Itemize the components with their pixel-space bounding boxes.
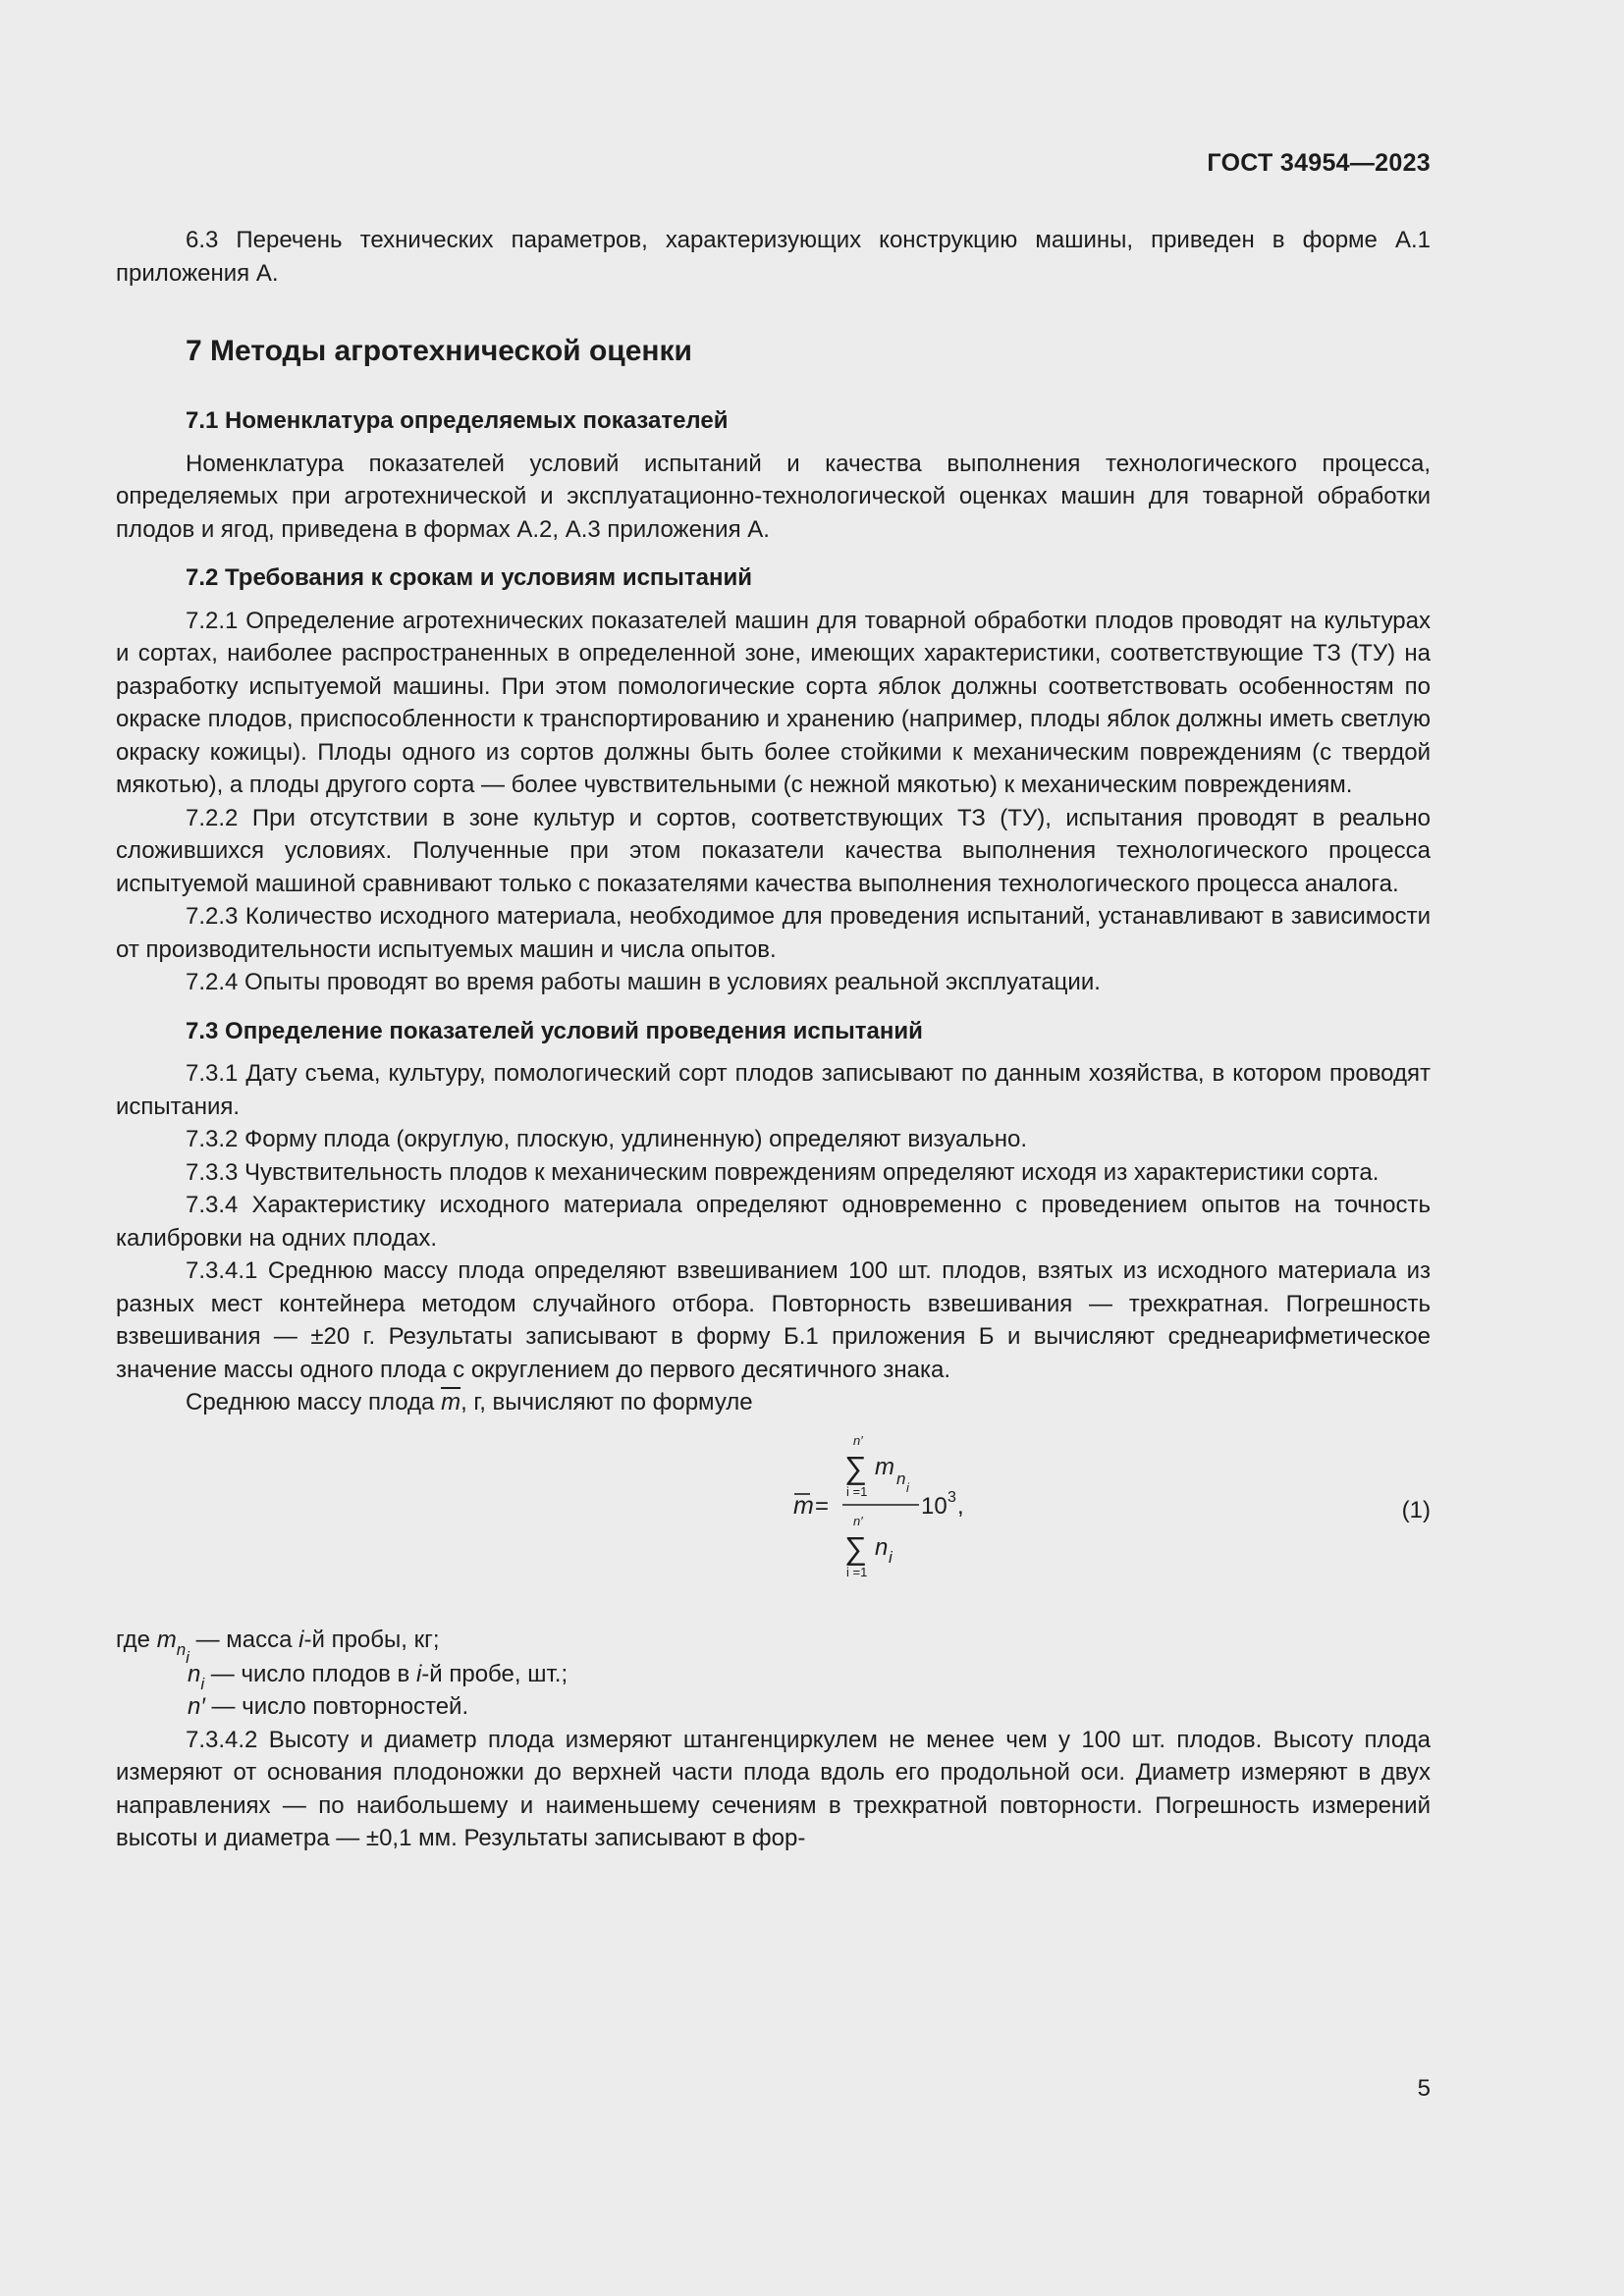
paragraph-7-3-1: 7.3.1 Дату съема, культуру, помологический сорт плодов записывают по данным хозяйства, в котором проводят испытания. [116, 1060, 1431, 1120]
definition-n-text-a: — число плодов в [204, 1660, 416, 1687]
paragraph-7-2-4: 7.2.4 Опыты проводят во время работы машин в условиях реальной эксплуатации. [186, 969, 1101, 995]
definition-m-subsub: i [186, 1647, 189, 1667]
paragraph-7-1: Номенклатура показателей условий испытаний и качества выполнения технологического процесса, определяемых при агротехнической и эксплуатационно-технологической оценках машин для товарной обработки плодов и ягод, приведена в формах А.2, А.3 приложения А. [116, 450, 1431, 543]
paragraph-7-2-2: 7.2.2 При отсутствии в зоне культур и сортов, соответствующих ТЗ (ТУ), испытания проводят в реально сложившихся условиях. Полученные при этом показатели качества выполнения технологического процесса испытуемой машиной сравнивают только с показателями качества выполнения технологического процесса аналога. [116, 804, 1431, 897]
definition-n-i: i [415, 1660, 422, 1687]
formula-factor-exponent: 3 [947, 1488, 956, 1506]
formula-den-sum-upper: n′ [853, 1513, 863, 1528]
formula-num-sub: n [896, 1468, 906, 1488]
definition-m-var: m [156, 1626, 177, 1653]
paragraph-7-3-3: 7.3.3 Чувствительность плодов к механическим повреждениям определяют исходя из характеристики сорта. [186, 1158, 1380, 1186]
formula-intro [116, 1386, 1431, 1419]
definition-n [116, 1658, 1431, 1691]
paragraph-7-3-4: 7.3.4 Характеристику исходного материала определяют одновременно с проведением опытов на точность калибровки на одних плодах. [116, 1192, 1431, 1252]
formula-intro-text-end: , г, вычисляют по формуле [460, 1389, 753, 1415]
formula-factor: 10 [921, 1492, 947, 1520]
definition-m-sub: n [176, 1639, 187, 1659]
formula-den-var: n [875, 1533, 889, 1561]
definition-m-text-b: -й пробы, кг; [303, 1626, 440, 1653]
definition-n-prime-var: n′ [188, 1693, 205, 1720]
paragraph-7-3-4-1: 7.3.4.1 Среднюю массу плода определяют взвешиванием 100 шт. плодов, взятых из исходного материала из разных мест контейнера методом случайного отбора. Повторность взвешивания — трехкратная. Погрешность взвешивания — ±20 г. Результаты записывают в форму Б.1 приложения Б и вычисляют среднеарифметическое значение массы одного плода с округлением до первого десятичного знака. [116, 1257, 1431, 1383]
paragraph-7-2-3: 7.2.3 Количество исходного материала, необходимое для проведения испытаний, устанавливают в зависимости от производительности испытуемых машин и числа опытов. [116, 903, 1431, 963]
subsection-heading-7-3: 7.3 Определение показателей условий проведения испытаний [186, 1017, 923, 1044]
subsection-heading-7-2: 7.2 Требования к срокам и условиям испытаний [186, 564, 753, 591]
document-id: ГОСТ 34954—2023 [1207, 149, 1431, 177]
formula-equals: = [815, 1492, 830, 1520]
formula-number: (1) [1401, 1496, 1431, 1523]
subsection-heading-7-1: 7.1 Номенклатура определяемых показателей [186, 407, 729, 434]
definition-n-var: n [188, 1660, 201, 1687]
formula-num-var: m [875, 1453, 894, 1480]
definition-m-i: i [298, 1626, 304, 1653]
formula-intro-text: Среднюю массу плода [186, 1389, 442, 1415]
definition-n-prime [116, 1690, 1431, 1724]
formula-num-sum-lower: i =1 [846, 1483, 868, 1499]
definition-m [116, 1624, 1431, 1667]
formula-trailing-comma: , [957, 1492, 964, 1520]
page-number: 5 [1417, 2075, 1431, 2102]
definition-m-text-a: — масса [189, 1626, 299, 1653]
formula-den-sigma: ∑ [844, 1529, 867, 1566]
definition-n-text-b: -й пробе, шт.; [421, 1660, 568, 1687]
formula-num-sigma: ∑ [844, 1449, 867, 1485]
definition-n-sub: i [200, 1674, 205, 1693]
formula-lhs: m [793, 1491, 814, 1520]
formula-num-sum-upper: n′ [853, 1432, 863, 1448]
formula-den-sub: i [889, 1547, 893, 1567]
formula-den-sum-lower: i =1 [846, 1564, 868, 1579]
formula-intro-variable: $\overline{m}$ [441, 1389, 461, 1415]
formula-num-subsub: i [906, 1479, 909, 1495]
formula-graphic [666, 1433, 990, 1608]
formula-1 [116, 1433, 1431, 1608]
paragraph-6-3: 6.3 Перечень технических параметров, характеризующих конструкцию машины, приведен в форме А.1 приложения А. [116, 227, 1431, 287]
paragraph-7-3-2: 7.3.2 Форму плода (округлую, плоскую, удлиненную) определяют визуально. [186, 1126, 1028, 1152]
document-body [116, 224, 1431, 1855]
where-word: где [116, 1626, 157, 1653]
section-heading-7: 7 Методы агротехнической оценки [186, 335, 692, 367]
paragraph-7-2-1: 7.2.1 Определение агротехнических показателей машин для товарной обработки плодов проводят на культурах и сортах, наиболее распространенных в определенной зоне, имеющих характеристики, соответствующие ТЗ (ТУ) на разработку испытуемой машины. При этом помологические сорта яблок должны соответствовать особенностям по окраске плодов, приспособленности к транспортированию и хранению (например, плоды яблок должны иметь светлую окраску кожицы). Плоды одного из сортов должны быть более стойкими к механическим повреждениям (с твердой мякотью), а плоды другого сорта — более чувствительными (с нежной мякотью) к механическим повреждениям. [116, 607, 1431, 798]
paragraph-7-3-4-2: 7.3.4.2 Высоту и диаметр плода измеряют штангенциркулем не менее чем у 100 шт. плодов. Высоту плода измеряют от основания плодоножки до верхней части плода вдоль его продольной оси. Диаметр измеряют в двух направлениях — по наибольшему и наименьшему сечениям в трехкратной повторности. Погрешность измерений высоты и диаметра — ±0,1 мм. Результаты записывают в фор- [116, 1726, 1431, 1851]
definition-n-prime-text: — число повторностей. [204, 1693, 469, 1720]
